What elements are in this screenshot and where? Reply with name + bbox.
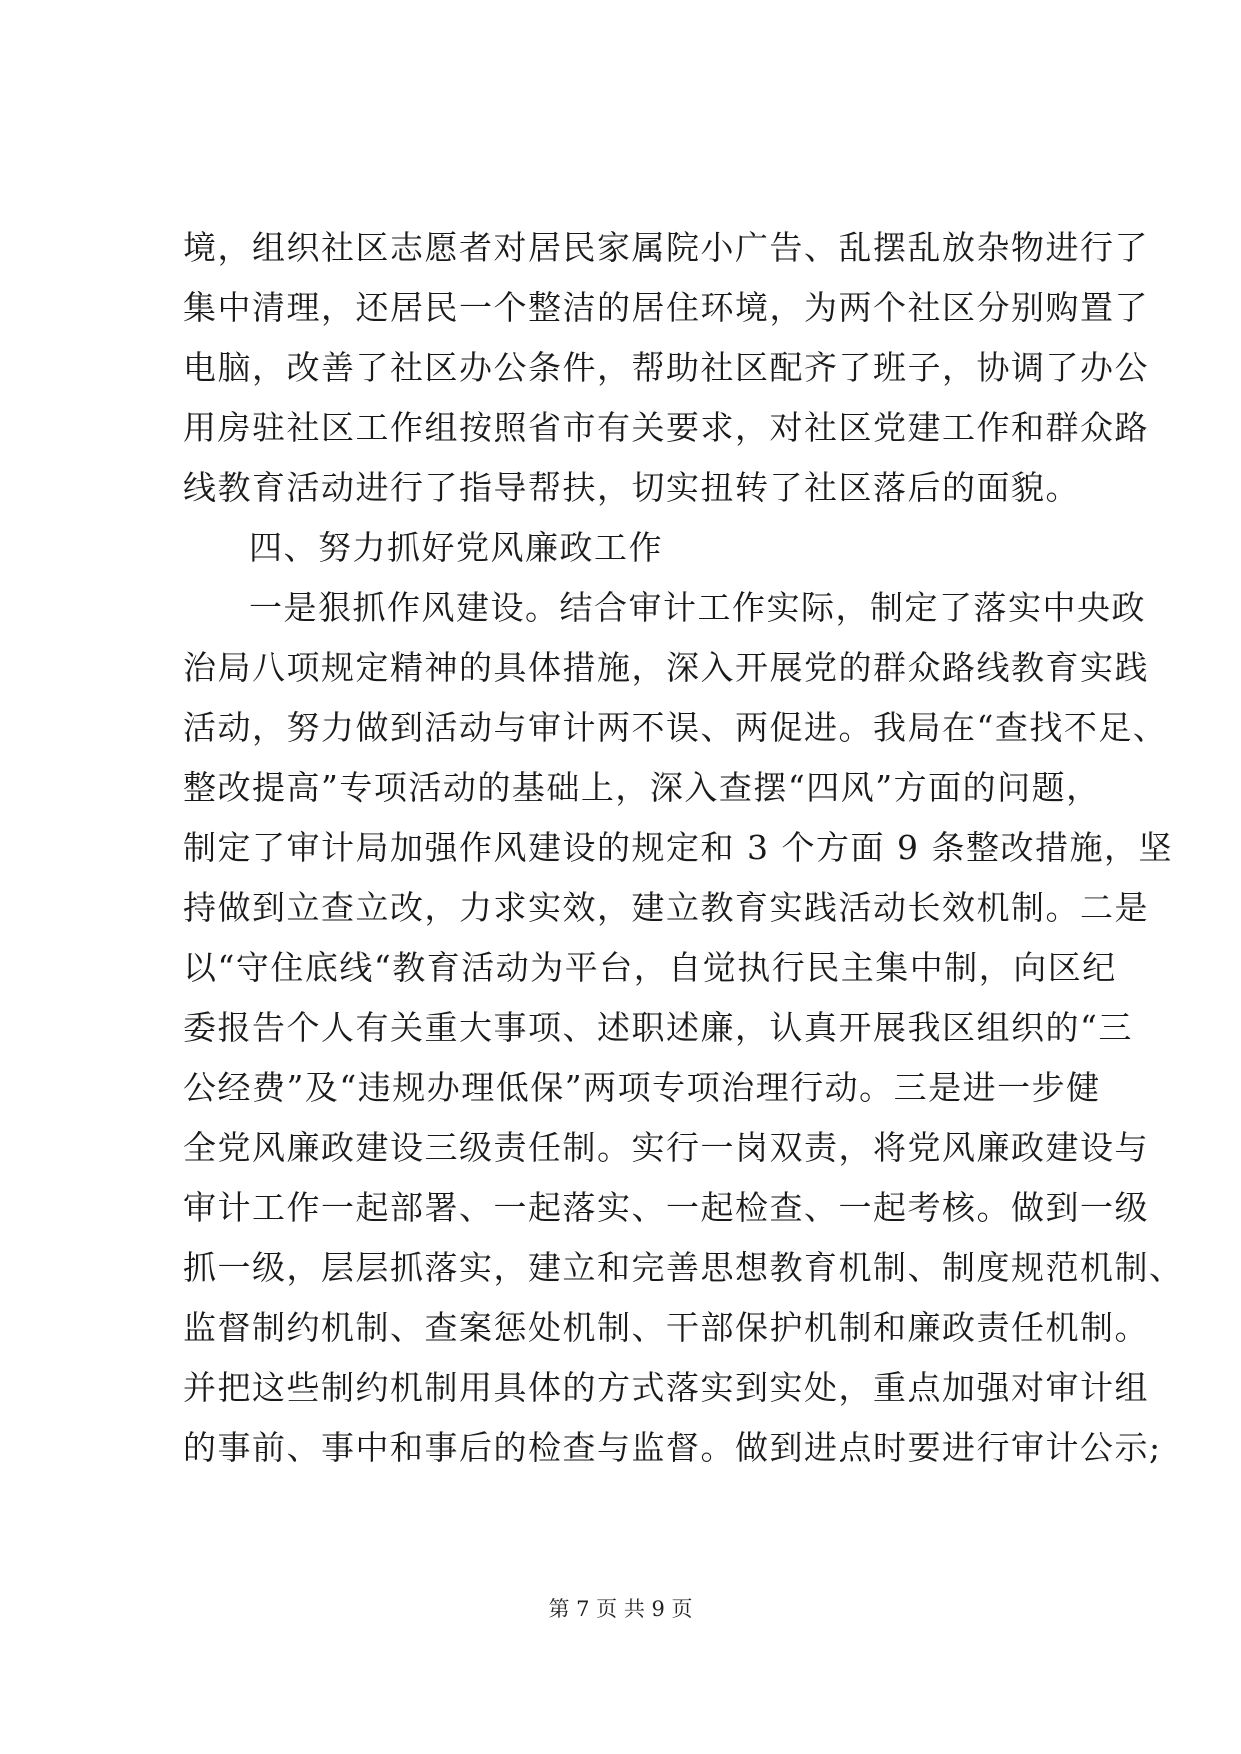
body-text-line: 监督制约机制、查案惩处机制、干部保护机制和廉政责任机制。 <box>183 1308 1149 1347</box>
body-text-line: 整改提高”专项活动的基础上，深入查摆“四风”方面的问题， <box>183 768 1101 807</box>
body-text-line: 一是狠抓作风建设。结合审计工作实际，制定了落实中央政 <box>249 588 1146 627</box>
body-text-line: 持做到立查立改，力求实效，建立教育实践活动长效机制。二是 <box>183 888 1149 927</box>
body-text-line: 抓一级，层层抓落实，建立和完善思想教育机制、制度规范机制、 <box>183 1248 1184 1287</box>
body-text-line: 的事前、事中和事后的检查与监督。做到进点时要进行审计公示; <box>183 1428 1162 1467</box>
body-text-line: 境，组织社区志愿者对居民家属院小广告、乱摆乱放杂物进行了 <box>183 228 1149 267</box>
body-text-line: 委报告个人有关重大事项、述职述廉，认真开展我区组织的“三 <box>183 1008 1133 1047</box>
body-text-line: 公经费”及“违规办理低保”两项专项治理行动。三是进一步健 <box>183 1068 1101 1107</box>
body-text-line: 全党风廉政建设三级责任制。实行一岗双责，将党风廉政建设与 <box>183 1128 1149 1167</box>
body-text-line: 集中清理，还居民一个整洁的居住环境，为两个社区分别购置了 <box>183 288 1149 327</box>
body-text-line: 以“守住底线“教育活动为平台，自觉执行民主集中制，向区纪 <box>183 948 1117 987</box>
body-text-line: 线教育活动进行了指导帮扶，切实扭转了社区落后的面貌。 <box>183 468 1080 507</box>
body-text-line: 电脑，改善了社区办公条件，帮助社区配齐了班子，协调了办公 <box>183 348 1149 387</box>
page-number-footer: 第 7 页 共 9 页 <box>548 1597 693 1621</box>
body-text-line: 并把这些制约机制用具体的方式落实到实处，重点加强对审计组 <box>183 1368 1149 1407</box>
body-text-line: 活动，努力做到活动与审计两不误、两促进。我局在“查找不足、 <box>183 708 1168 747</box>
body-text-line: 审计工作一起部署、一起落实、一起检查、一起考核。做到一级 <box>183 1188 1149 1227</box>
section-heading: 四、努力抓好党风廉政工作 <box>249 528 663 567</box>
body-text-line: 治局八项规定精神的具体措施，深入开展党的群众路线教育实践 <box>183 648 1149 687</box>
body-text-line: 用房驻社区工作组按照省市有关要求，对社区党建工作和群众路 <box>183 408 1149 447</box>
body-text-line: 制定了审计局加强作风建设的规定和 3 个方面 9 条整改措施，坚 <box>183 828 1173 867</box>
